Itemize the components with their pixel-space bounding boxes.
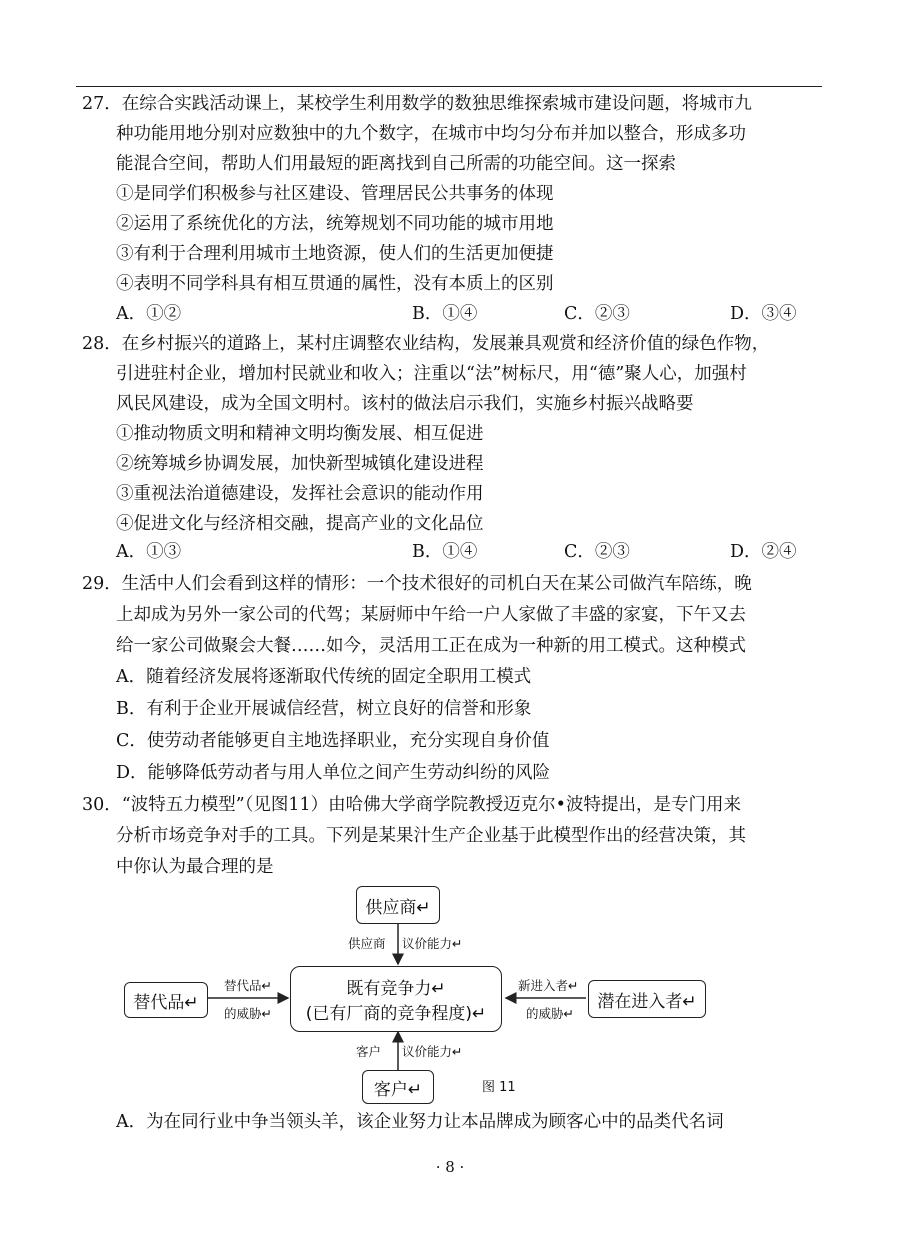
q30-stem-line3: 中你认为最合理的是	[116, 857, 274, 877]
q29-stem-line2: 上却成为另外一家公司的代驾；某厨师中午给一户人家做了丰盛的家宴，下午又去	[116, 605, 746, 625]
supplier-force-label-right: 议价能力↵	[402, 936, 463, 951]
q27-option-a: A．①②	[116, 304, 182, 324]
existing-competition-subtitle: (已有厂商的竞争程度)↵	[305, 1004, 487, 1024]
q27-stem-line1: 27．在综合实践活动课上，某校学生利用数学的数独思维探索城市建设问题，将城市九	[82, 94, 752, 114]
porter-five-forces-diagram	[110, 880, 730, 1110]
q29-stem-line3: 给一家公司做聚会大餐……如今，灵活用工正在成为一种新的用工模式。这种模式	[116, 636, 746, 656]
q28-stem-line3: 风民风建设，成为全国文明村。该村的做法启示我们，实施乡村振兴战略要	[116, 394, 694, 414]
potential-entrant-box	[588, 980, 706, 1018]
q28-choice-2: ②统筹城乡协调发展，加快新型城镇化建设进程	[116, 454, 484, 474]
q27-choice-4: ④表明不同学科具有相互贯通的属性，没有本质上的区别	[116, 274, 554, 294]
q28-choice-3: ③重视法治道德建设，发挥社会意识的能动作用	[116, 484, 484, 504]
q29-option-d: D．能够降低劳动者与用人单位之间产生劳动纠纷的风险	[116, 763, 551, 783]
q29-stem-line1: 29．生活中人们会看到这样的情形：一个技术很好的司机白天在某公司做汽车陪练，晚	[82, 574, 752, 594]
q30-stem-line1: 30．“波特五力模型”（见图11）由哈佛大学商学院教授迈克尔•波特提出，是专门用来	[82, 795, 741, 815]
q28-choice-1: ①推动物质文明和精神文明均衡发展、相互促进	[116, 424, 484, 444]
q28-option-b: B．①④	[412, 542, 478, 562]
q28-option-c: C．②③	[564, 542, 630, 562]
substitute-box	[124, 982, 208, 1018]
existing-competition-box	[290, 966, 502, 1032]
q28-choice-4: ④促进文化与经济相交融，提高产业的文化品位	[116, 514, 484, 534]
q28-stem-line1: 28．在乡村振兴的道路上，某村庄调整农业结构，发展兼具观赏和经济价值的绿色作物，	[82, 334, 770, 354]
entrant-force-label-bottom: 的威胁↵	[526, 1006, 574, 1021]
q27-choice-2: ②运用了系统优化的方法，统筹规划不同功能的城市用地	[116, 214, 554, 234]
top-rule	[76, 86, 822, 87]
q28-option-d: D．②④	[730, 542, 797, 562]
supplier-force-label-left: 供应商	[348, 936, 386, 951]
q27-option-d: D．③④	[730, 304, 797, 324]
q27-choice-3: ③有利于合理利用城市土地资源，使人们的生活更加便捷	[116, 244, 554, 264]
customer-text: 客户↵	[373, 1079, 423, 1100]
substitute-force-label-bottom: 的威胁↵	[224, 1006, 272, 1021]
figure-caption: 图 11	[482, 1080, 516, 1095]
supplier-box	[356, 886, 440, 924]
substitute-force-label-top: 替代品↵	[224, 978, 272, 993]
substitute-text: 替代品↵	[133, 992, 199, 1013]
customer-force-label-right: 议价能力↵	[402, 1044, 463, 1059]
q30-stem-line2: 分析市场竞争对手的工具。下列是某果汁生产企业基于此模型作出的经营决策，其	[116, 826, 746, 846]
q27-option-c: C．②③	[564, 304, 630, 324]
customer-force-label-left: 客户	[356, 1044, 382, 1059]
entrant-force-label-top: 新进入者↵	[518, 978, 579, 993]
customer-box	[362, 1070, 434, 1104]
q29-option-a: A．随着经济发展将逐渐取代传统的固定全职用工模式	[116, 667, 532, 687]
supplier-text: 供应商↵	[365, 897, 431, 918]
q30-option-a: A．为在同行业中争当领头羊，该企业努力让本品牌成为顾客心中的品类代名词	[116, 1112, 724, 1132]
q29-option-c: C．使劳动者能够更自主地选择职业，充分实现自身价值	[116, 731, 550, 751]
existing-competition-title: 既有竞争力↵	[346, 979, 446, 999]
q27-stem-line2: 种功能用地分别对应数独中的九个数字，在城市中均匀分布并加以整合，形成多功	[116, 124, 746, 144]
q27-option-b: B．①④	[412, 304, 478, 324]
q27-choice-1: ①是同学们积极参与社区建设、管理居民公共事务的体现	[116, 184, 554, 204]
q29-option-b: B．有利于企业开展诚信经营，树立良好的信誉和形象	[116, 699, 532, 719]
q28-stem-line2: 引进驻村企业，增加村民就业和收入；注重以“法”树标尺，用“德”聚人心，加强村	[116, 364, 747, 384]
potential-entrant-text: 潜在进入者↵	[597, 991, 697, 1012]
q28-option-a: A．①③	[116, 542, 182, 562]
q27-stem-line3: 能混合空间，帮助人们用最短的距离找到自己所需的功能空间。这一探索	[116, 154, 676, 174]
page-number: · 8 ·	[435, 1158, 465, 1176]
